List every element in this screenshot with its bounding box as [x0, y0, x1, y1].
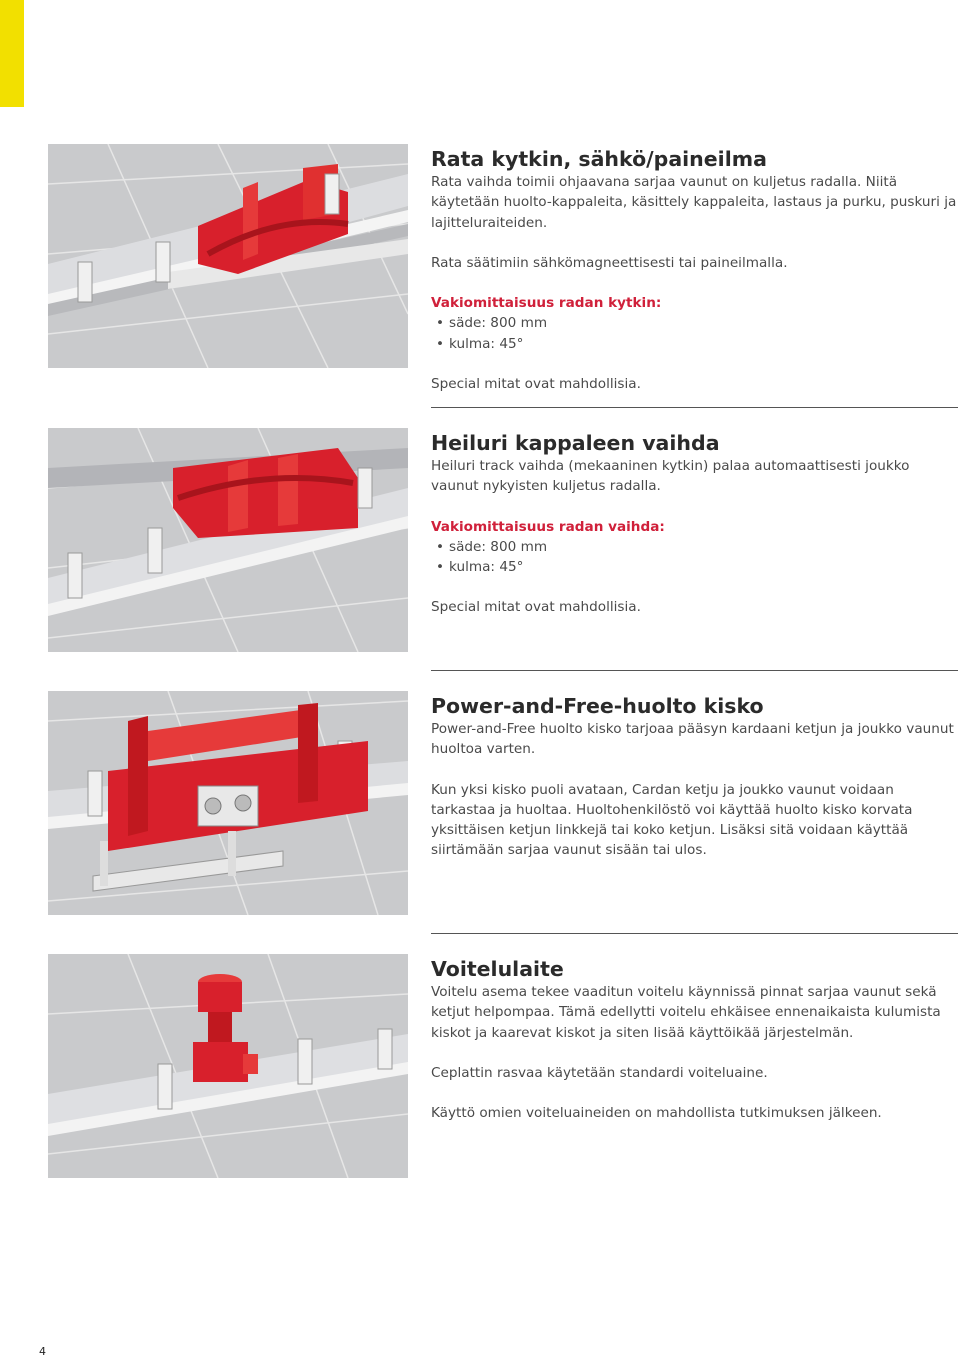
section-maintenance-rail	[431, 693, 958, 861]
section-note: Special mitat ovat mahdollisia.	[431, 599, 641, 616]
section-title: Rata kytkin, sähkö/paineilma	[431, 147, 767, 171]
section-divider	[431, 933, 958, 934]
yellow-corner-tab	[0, 0, 24, 107]
spec-heading: Vakiomittaisuus radan vaihda:	[431, 518, 665, 535]
spec-item: • säde: 800 mm	[436, 315, 548, 332]
section-divider	[431, 670, 958, 671]
section-paragraph: Voitelu asema tekee vaaditun voitelu käynnissä pinnat sarjaa vaunut sekä ketjut helpompaa. Tämä edellytti voitelu ehkäisee ennenaikaista kulumista kiskot ja kaarevat kiskot ja siten lisää käyttöikää järjestelmän.	[431, 984, 941, 1041]
section-divider	[431, 407, 958, 408]
section-paragraph: Kun yksi kisko puoli avataan, Cardan ketju ja joukko vaunut voidaan tarkastaa ja huoltaa. Huoltohenkilöstö voi käyttää huolto kisko korvata yksittäisen ketjun linkkejä tai koko ketjun. Lisäksi sitä voidaan käyttää siirtämään sarjaa vaunut sisään tai ulos.	[431, 781, 913, 859]
lubricator-illustration	[48, 954, 408, 1178]
section-paragraph: Rata vaihda toimii ohjaavana sarjaa vaunut on kuljetus radalla. Niitä käytetään huolto-kappaleita, käsittely kappaleita, lastaus ja purku, puskuri ja lajitteluraiteiden.	[431, 174, 957, 231]
spec-list	[431, 537, 958, 578]
section-title: Voitelulaite	[431, 957, 564, 981]
spec-list	[431, 313, 958, 354]
maintenance-rail-illustration	[48, 691, 408, 915]
spec-heading: Vakiomittaisuus radan kytkin:	[431, 295, 662, 312]
page-number: 4	[39, 1345, 46, 1358]
rail-switch-illustration	[48, 144, 408, 368]
section-title: Heiluri kappaleen vaihda	[431, 431, 720, 455]
spec-item: • kulma: 45°	[436, 559, 524, 576]
section-paragraph: Power-and-Free huolto kisko tarjoaa pääsyn kardaani ketjun ja joukko vaunut huoltoa varten.	[431, 721, 954, 758]
section-note: Special mitat ovat mahdollisia.	[431, 376, 641, 393]
spec-item: • kulma: 45°	[436, 335, 524, 352]
section-paragraph: Heiluri track vaihda (mekaaninen kytkin) palaa automaattisesti joukko vaunut nykyisten kuljetus radalla.	[431, 458, 910, 495]
section-paragraph: Rata säätimiin sähkömagneettisesti tai paineilmalla.	[431, 254, 788, 271]
spec-item: • säde: 800 mm	[436, 538, 548, 555]
section-paragraph: Ceplattin rasvaa käytetään standardi voiteluaine.	[431, 1064, 768, 1081]
section-lubricator	[431, 956, 958, 1123]
section-paragraph: Käyttö omien voiteluaineiden on mahdollista tutkimuksen jälkeen.	[431, 1105, 882, 1122]
section-pendulum-switch	[431, 430, 958, 618]
pendulum-switch-illustration	[48, 428, 408, 652]
section-rail-switch	[431, 146, 958, 394]
section-title: Power-and-Free-huolto kisko	[431, 694, 764, 718]
